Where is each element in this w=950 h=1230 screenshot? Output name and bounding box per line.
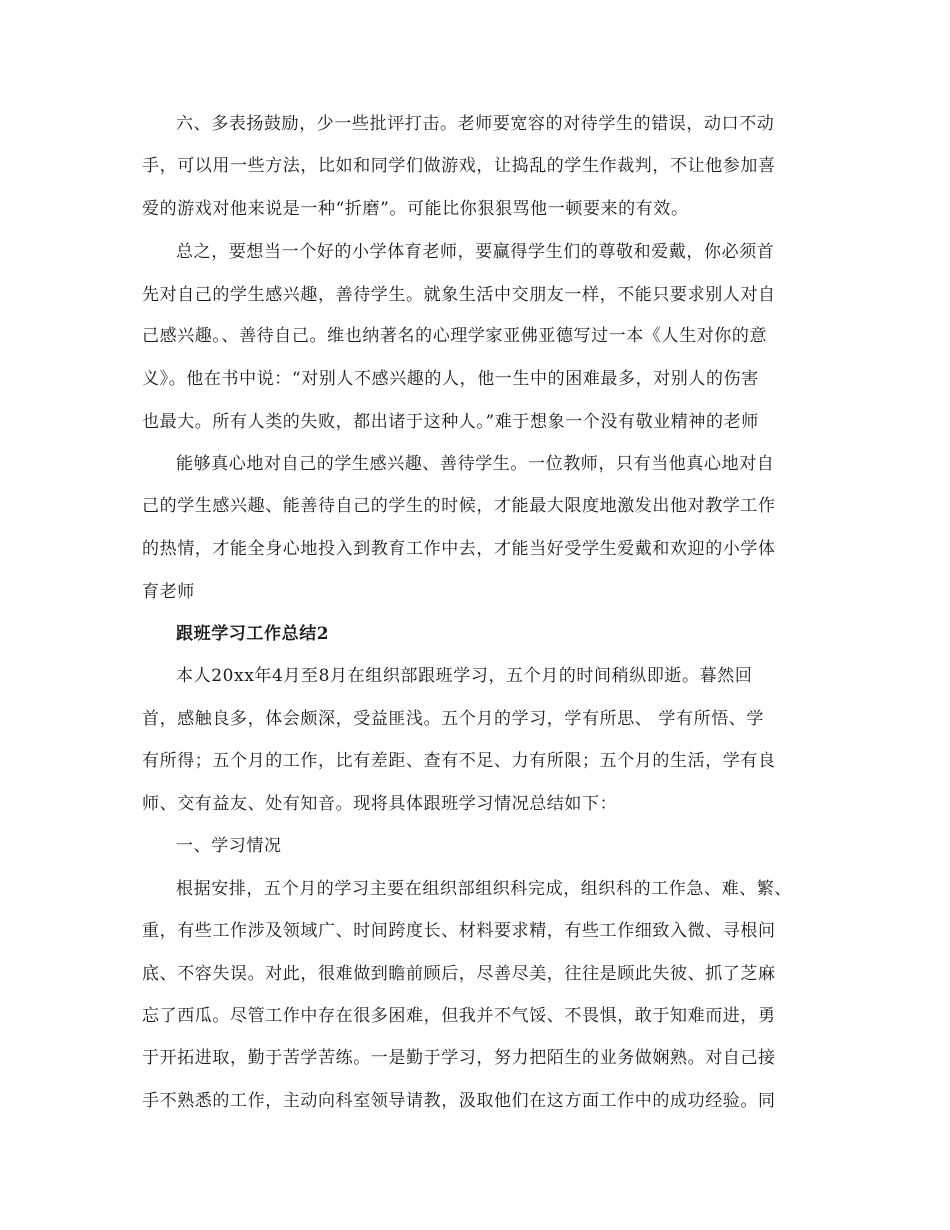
- text-line: 底、不容失误。对此，很难做到瞻前顾后，尽善尽美，往往是顾此失彼、抓了芝麻: [142, 964, 776, 984]
- text-line: 师、交有益友、处有知音。现将具体跟班学习情况总结如下：: [142, 794, 618, 814]
- section-heading: 跟班学习工作总结2: [176, 624, 330, 644]
- text-line: 本人20xx年4月至8月在组织部跟班学习，五个月的时间稍纵即逝。暮然回: [176, 666, 753, 686]
- subheading: 一、学习情况: [176, 836, 282, 856]
- text-line: 己的学生感兴趣、能善待自己的学生的时候，才能最大限度地激发出他对教学工作: [142, 496, 776, 516]
- text-line: 总之，要想当一个好的小学体育老师，要赢得学生们的尊敬和爱戴，你必须首: [176, 242, 775, 262]
- text-line: 己感兴趣。、善待自己。维也纳著名的心理学家亚佛亚德写过一本《人生对你的意: [142, 326, 768, 346]
- text-line: 重，有些工作涉及领域广、时间跨度长、材料要求精，有些工作细致入微、寻根问: [142, 921, 776, 941]
- text-line: 首，感触良多，体会颇深，受益匪浅。五个月的学习，学有所思、 学有所悟、学: [142, 709, 765, 729]
- text-line: 手，可以用一些方法，比如和同学们做游戏，让捣乱的学生作裁判，不让他参加喜: [142, 156, 776, 176]
- text-line: 爱的游戏对他来说是一种“折磨”。可能比你狠狠骂他一顿要来的有效。: [142, 199, 689, 219]
- text-line: 育老师: [142, 582, 195, 602]
- text-line: 也最大。所有人类的失败，都出诸于这种人。”难于想象一个没有敬业精神的老师: [142, 412, 759, 432]
- text-line: 六、多表扬鼓励，少一些批评打击。老师要宽容的对待学生的错误，动口不动: [176, 114, 775, 134]
- text-line: 先对自己的学生感兴趣，善待学生。就象生活中交朋友一样，不能只要求别人对自: [142, 285, 776, 305]
- text-line: 的热情，才能全身心地投入到教育工作中去，才能当好受学生爱戴和欢迎的小学体: [142, 539, 776, 559]
- text-line: 于开拓进取，勤于苦学苦练。一是勤于学习，努力把陌生的业务做娴熟。对自己接: [142, 1048, 776, 1068]
- text-line: 手不熟悉的工作，主动向科室领导请教，汲取他们在这方面工作中的成功经验。同: [142, 1091, 776, 1111]
- text-line: 根据安排，五个月的学习主要在组织部组织科完成，组织科的工作急、难、繁、: [176, 879, 792, 899]
- text-line: 忘了西瓜。尽管工作中存在很多困难，但我并不气馁、不畏惧，敢于知难而进，勇: [142, 1006, 776, 1026]
- text-line: 义》。他在书中说：“对别人不感兴趣的人，他一生中的困难最多，对别人的伤害: [142, 369, 759, 389]
- text-line: 有所得；五个月的工作，比有差距、查有不足、力有所限；五个月的生活，学有良: [142, 751, 776, 771]
- text-line: 能够真心地对自己的学生感兴趣、善待学生。一位教师，只有当他真心地对自: [176, 454, 775, 474]
